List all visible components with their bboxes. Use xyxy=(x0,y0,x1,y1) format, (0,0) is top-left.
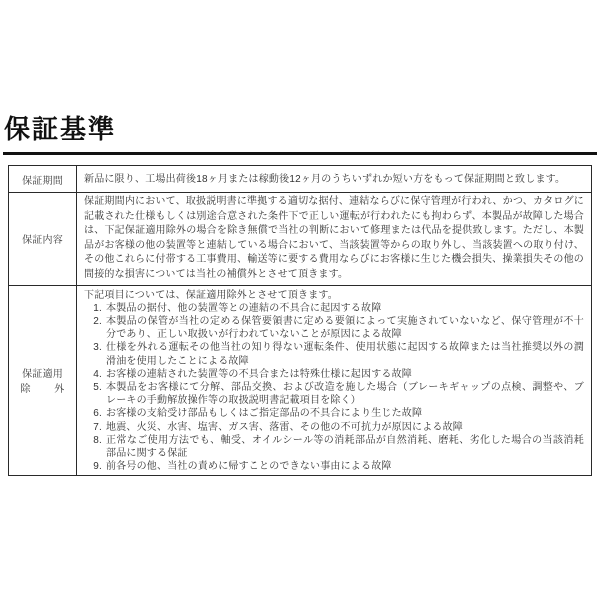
row-content-warranty-coverage: 保証期間内において、取扱説明書に準拠する適切な据付、連結ならびに保守管理が行われ、かつ、カタログに記載された仕様もしくは別途合意された条件下で正しい運転が行われたにも拘わらず、本製品が故障した場合は、下記保証適用除外の場合を除き無償で当社の判断において修理または代品を提供致します。ただし、本製品がお客様の他の装置等と連結している場合において、当該装置等からの取り外し、当該装置への取り付け、その他これらに付帯する工事費用、輸送等に要する費用ならびにお客様に生じた機会損失、操業損失その他の間接的な損害については当社の補償外とさせて頂きます。 xyxy=(77,193,592,286)
exclusions-label-line2-right: 外 xyxy=(54,384,65,396)
exclusion-item xyxy=(84,434,584,460)
exclusion-item-text: 仕様を外れる運転その他当社の知り得ない運転条件、使用状態に起因する故障または当社推奨以外の潤滑油を使用したことによる故障 xyxy=(106,342,584,367)
exclusion-item-text: 本製品の据付、他の装置等との連結の不具合に起因する故障 xyxy=(106,302,382,314)
exclusion-item-number: 3. xyxy=(93,342,102,354)
exclusion-item-number: 6. xyxy=(93,408,102,420)
exclusion-item xyxy=(84,381,584,407)
row-label-warranty-exclusions xyxy=(9,285,77,476)
exclusion-item xyxy=(84,368,584,381)
exclusion-item xyxy=(84,407,584,420)
exclusion-item-text: 前各号の他、当社の責めに帰すことのできない事由による故障 xyxy=(106,461,392,473)
exclusions-intro: 下記項目については、保証適用除外とさせて頂きます。 xyxy=(84,289,338,301)
exclusion-item xyxy=(84,315,584,341)
exclusion-item-number: 8. xyxy=(93,434,102,446)
exclusion-item-text: 地震、火災、水害、塩害、ガス害、落雷、その他の不可抗力が原因による故障 xyxy=(106,421,463,433)
exclusions-label-line2 xyxy=(21,380,65,395)
title-divider-rule xyxy=(3,152,597,155)
exclusions-label-line1: 保証適用 xyxy=(22,369,63,381)
exclusion-item-text: 本製品の保管が当社の定める保管要領書に定める要領によって実施されていないなど、保守管理が不十分であり、正しい取扱いが行われていないことが原因による故障 xyxy=(106,315,584,341)
row-content-warranty-period: 新品に限り、工場出荷後18ヶ月または稼動後12ヶ月のうちいずれか短い方をもって保証期間と致します。 xyxy=(77,166,592,193)
exclusion-item-number: 9. xyxy=(93,461,102,473)
exclusions-label-line2-left: 除 xyxy=(20,384,31,396)
exclusion-item xyxy=(84,302,584,315)
exclusion-item xyxy=(84,341,584,367)
table-row-warranty-period xyxy=(9,166,592,193)
exclusion-item-number: 7. xyxy=(93,421,102,433)
row-label-warranty-period: 保証期間 xyxy=(9,166,77,193)
exclusion-item-number: 4. xyxy=(93,368,102,380)
row-content-warranty-exclusions xyxy=(77,285,592,476)
exclusion-item xyxy=(84,421,584,434)
exclusion-item-text: お客様の支給受け部品もしくはご指定部品の不具合により生じた故障 xyxy=(106,408,423,420)
warranty-table xyxy=(8,165,592,476)
exclusion-item-number: 5. xyxy=(93,381,102,393)
table-row-warranty-coverage xyxy=(9,193,592,286)
exclusion-item xyxy=(84,460,584,473)
page-title: 保証基準 xyxy=(4,114,117,144)
row-label-warranty-coverage: 保証内容 xyxy=(9,193,77,286)
table-row-warranty-exclusions xyxy=(9,285,592,476)
exclusion-item-text: 正常なご使用方法でも、軸受、オイルシール等の消耗部品が自然消耗、磨耗、劣化した場合の当該消耗部品に関する保証 xyxy=(106,434,584,459)
exclusion-item-text: お客様の連結された装置等の不具合または特殊仕様に起因する故障 xyxy=(106,368,412,380)
exclusion-item-number: 2. xyxy=(93,315,102,327)
exclusion-item-text: 本製品をお客様にて分解、部品交換、および改造を施した場合（ブレーキギャップの点検、調整や、ブレーキの手動解放操作等の取扱説明書記載項目を除く） xyxy=(106,381,584,407)
exclusion-item-number: 1. xyxy=(93,302,102,314)
